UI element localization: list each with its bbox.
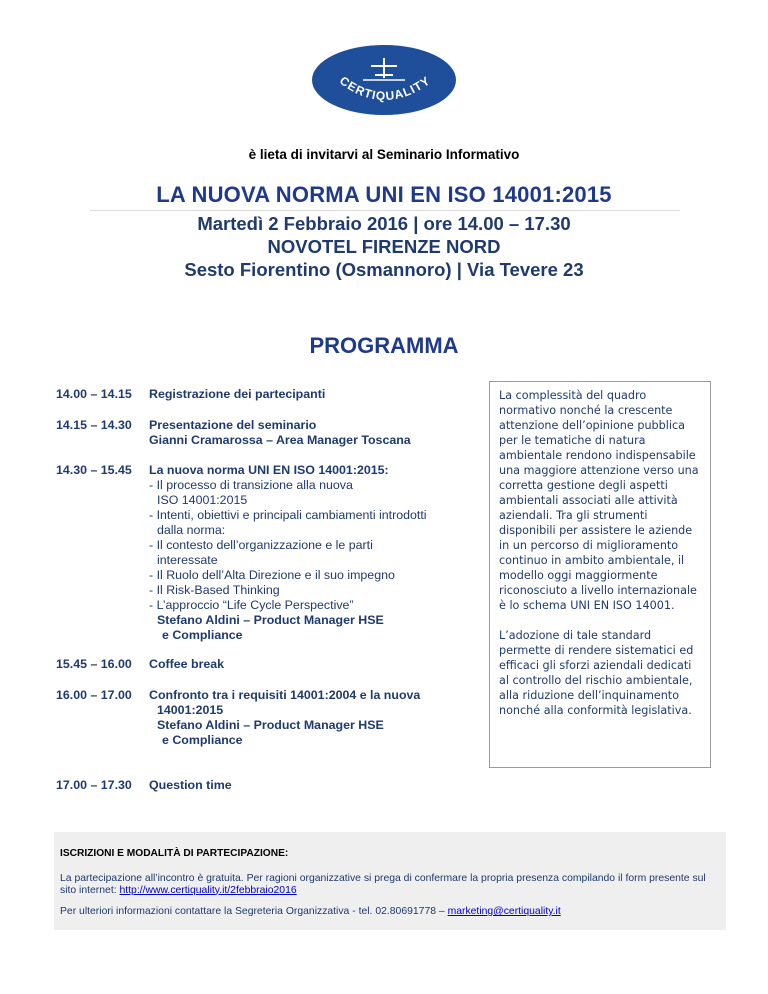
agenda-topic: - Il Risk-Based Thinking xyxy=(149,583,280,597)
agenda-title: Presentazione del seminario xyxy=(149,418,317,432)
event-venue: NOVOTEL FIRENZE NORD xyxy=(267,236,501,257)
agenda-speaker: Stefano Aldini – Product Manager HSE xyxy=(157,718,384,732)
email-link[interactable]: marketing@certiquality.it xyxy=(447,906,561,917)
sidebox-paragraph: L’adozione di tale standard permette di rendere sistematici ed efficaci gli sforzi aziendali dedicati al controllo del rischio ambientale, alla riduzione dell’inquinamento nonché alla conformità legislativa. xyxy=(499,629,694,717)
agenda-title: Coffee break xyxy=(149,657,225,671)
agenda-time: 16.00 – 17.00 xyxy=(56,688,132,702)
agenda-topic: ISO 14001:2015 xyxy=(157,493,248,507)
agenda-time: 17.00 – 17.30 xyxy=(56,778,132,792)
footer-heading: ISCRIZIONI E MODALITÀ DI PARTECIPAZIONE: xyxy=(60,848,289,859)
info-sidebox xyxy=(489,381,711,768)
sidebox-paragraph: La complessità del quadro normativo nonché la crescente attenzione dell’opinione pubblica per le tematiche di natura ambientale rendono indispensabile una maggiore attenzione verso una corretta gestione degli aspetti ambientali associati alle attività aziendali. Tra gli strumenti disponibili per assistere le aziende in un percorso di miglioramento continuo in ambito ambientale, il modello oggi maggiormente riconosciuto a livello internazionale è lo schema UNI EN ISO 14001. xyxy=(499,389,699,612)
agenda-time: 14.30 – 15.45 xyxy=(56,463,132,477)
invitation-text: è lieta di invitarvi al Seminario Informativo xyxy=(248,147,520,162)
agenda-topic: - Il contesto dell’organizzazione e le parti xyxy=(149,538,373,552)
seminar-title: LA NUOVA NORMA UNI EN ISO 14001:2015 xyxy=(156,182,612,207)
agenda-title-cont: 14001:2015 xyxy=(157,703,224,717)
registration-footer xyxy=(54,832,726,930)
footer-text: La partecipazione all’incontro è gratuita. Per ragioni organizzative si prega di confermare la propria presenza compilando il form presente sul sito internet: xyxy=(60,873,706,896)
agenda-title: Registrazione dei partecipanti xyxy=(149,387,326,401)
agenda-title: La nuova norma UNI EN ISO 14001:2015: xyxy=(149,463,389,477)
agenda-speaker-role: e Compliance xyxy=(162,733,243,747)
footer-contact xyxy=(60,906,720,918)
footer-paragraph xyxy=(60,873,720,896)
certiquality-logo xyxy=(311,44,457,116)
agenda-topic: - Intenti, obiettivi e principali cambiamenti introdotti xyxy=(149,508,427,522)
agenda-title: Question time xyxy=(149,778,232,792)
agenda-speaker-role: e Compliance xyxy=(162,628,243,642)
agenda-speaker: Stefano Aldini – Product Manager HSE xyxy=(157,613,384,627)
agenda-time: 15.45 – 16.00 xyxy=(56,657,132,671)
agenda-topic: - Il processo di transizione alla nuova xyxy=(149,478,353,492)
svg-text:CERTIQUALITY: CERTIQUALITY xyxy=(337,73,433,104)
agenda-speaker: Gianni Cramarossa – Area Manager Toscana xyxy=(149,433,411,447)
agenda-topic: - L’approccio “Life Cycle Perspective” xyxy=(149,598,354,612)
footer-text: Per ulteriori informazioni contattare la Segreteria Organizzativa - tel. 02.80691778 – xyxy=(60,906,448,917)
event-date-time: Martedì 2 Febbraio 2016 | ore 14.00 – 17.30 xyxy=(197,213,571,234)
title-divider xyxy=(90,210,680,211)
registration-link[interactable]: http://www.certiquality.it/2febbraio2016 xyxy=(119,884,297,896)
agenda-time: 14.15 – 14.30 xyxy=(56,418,132,432)
agenda-topic: - Il Ruolo dell’Alta Direzione e il suo impegno xyxy=(149,568,395,582)
agenda-topic: interessate xyxy=(157,553,218,567)
agenda-time: 14.00 – 14.15 xyxy=(56,387,132,401)
programma-heading: PROGRAMMA xyxy=(309,333,459,358)
event-address: Sesto Fiorentino (Osmannoro) | Via Tevere 23 xyxy=(184,259,584,280)
agenda-topic: dalla norma: xyxy=(157,523,226,537)
agenda-title: Confronto tra i requisiti 14001:2004 e la nuova xyxy=(149,688,421,702)
